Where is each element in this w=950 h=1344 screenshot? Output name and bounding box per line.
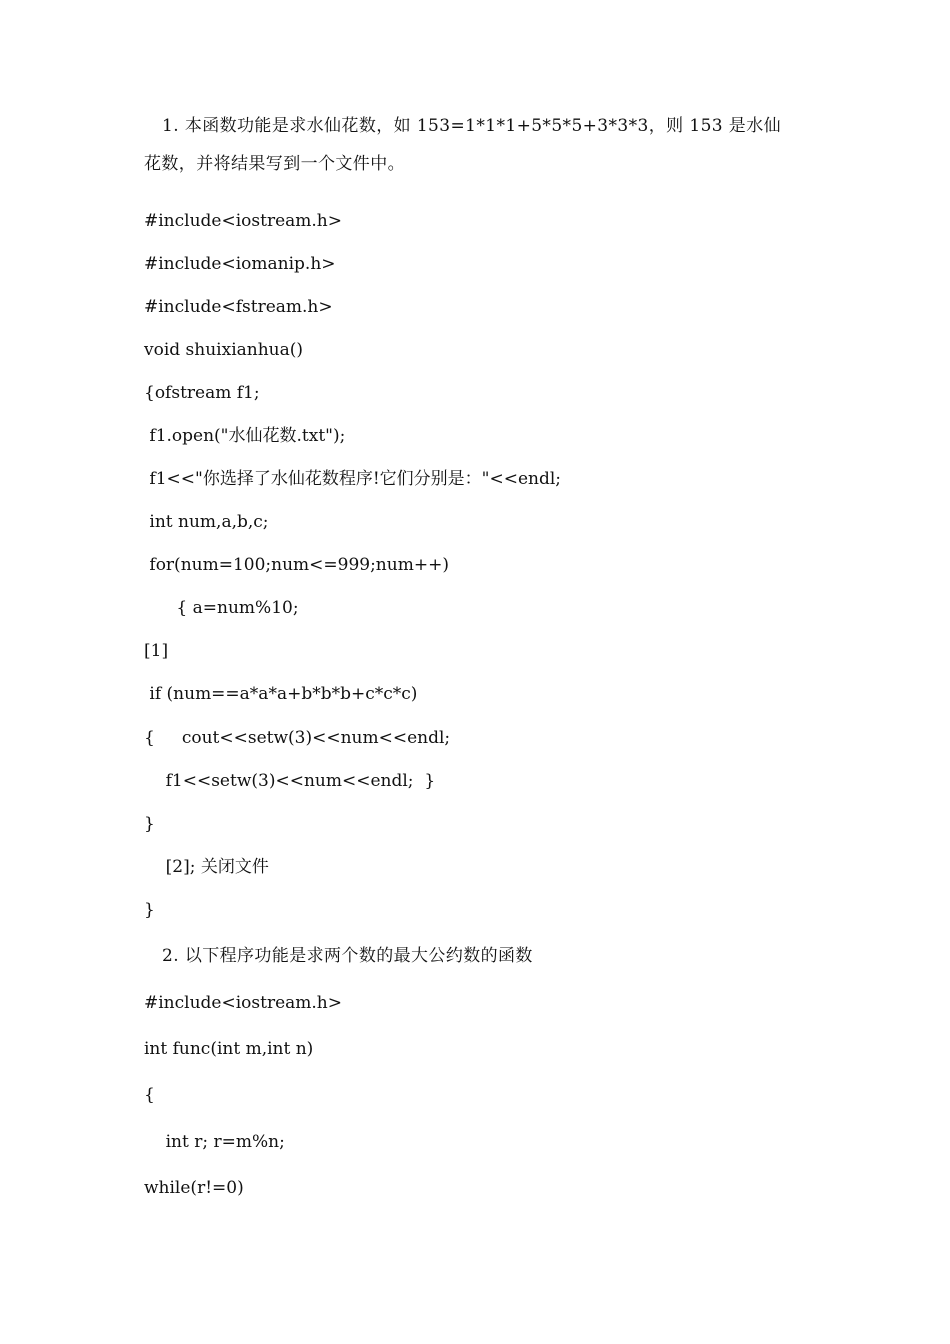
question-1-text-line-2: 花数，并将结果写到一个文件中。 <box>144 154 405 174</box>
code-line: { a=num%10; <box>144 598 299 618</box>
code-line: int num,a,b,c; <box>144 512 269 532</box>
code-line: if (num==a*a*a+b*b*b+c*c*c) <box>144 684 418 704</box>
code-line: #include<iostream.h> <box>144 211 342 231</box>
code-line: #include<iostream.h> <box>144 993 342 1013</box>
code-line: f1.open("水仙花数.txt"); <box>144 426 346 446</box>
code-line: #include<fstream.h> <box>144 297 333 317</box>
code-line: f1<<setw(3)<<num<<endl; } <box>144 771 436 791</box>
code-line: int r; r=m%n; <box>144 1132 285 1152</box>
code-line: { <box>144 1085 155 1105</box>
blank-marker-2: [2]; 关闭文件 <box>144 857 269 877</box>
code-line: #include<iomanip.h> <box>144 254 336 274</box>
code-line: } <box>144 900 155 920</box>
question-1-text-line-1: 1. 本函数功能是求水仙花数，如 153=1*1*1+5*5*5+3*3*3，则 153 是水仙 <box>162 116 782 136</box>
code-line: for(num=100;num<=999;num++) <box>144 555 449 575</box>
question-2-text: 2. 以下程序功能是求两个数的最大公约数的函数 <box>162 946 533 966</box>
code-line: { cout<<setw(3)<<num<<endl; <box>144 728 451 748</box>
code-line: } <box>144 814 155 834</box>
code-line: int func(int m,int n) <box>144 1039 314 1059</box>
code-line: {ofstream f1; <box>144 383 260 403</box>
blank-marker-1: [1] <box>144 641 169 661</box>
code-line: void shuixianhua() <box>144 340 304 360</box>
code-line: f1<<"你选择了水仙花数程序!它们分别是："<<endl; <box>144 469 562 489</box>
code-line: while(r!=0) <box>144 1178 244 1198</box>
